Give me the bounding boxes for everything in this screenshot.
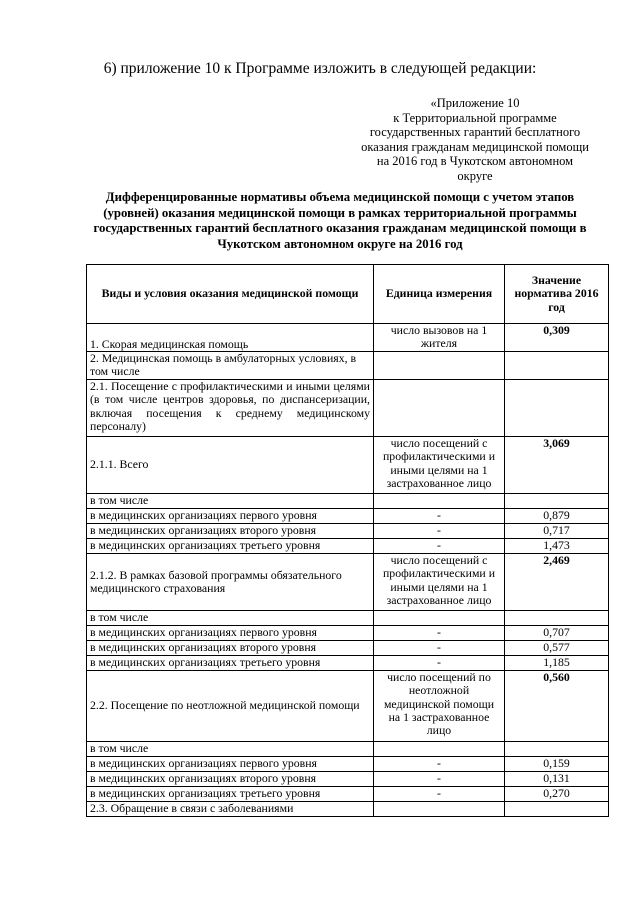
- row-unit: -: [374, 656, 505, 671]
- row-name: в том числе: [87, 742, 374, 757]
- row-name: в медицинских организациях второго уровня: [87, 524, 374, 539]
- table-header-row: [87, 265, 609, 324]
- row-name: 2.2. Посещение по неотложной медицинской помощи: [87, 671, 374, 742]
- row-value: 0,560: [505, 671, 609, 742]
- header-name: Виды и условия оказания медицинской помощи: [87, 265, 374, 324]
- row-unit: [374, 380, 505, 437]
- row-unit: -: [374, 626, 505, 641]
- row-value: [505, 352, 609, 380]
- row-unit: число посещений по неотложной медицинской помощи на 1 застрахованное лицо: [374, 671, 505, 742]
- row-name: 2.1.2. В рамках базовой программы обязательного медицинского страхования: [87, 554, 374, 611]
- row-name: 2. Медицинская помощь в амбулаторных условиях, в том числе: [87, 352, 374, 380]
- row-value: [505, 802, 609, 817]
- row-unit: [374, 742, 505, 757]
- appendix-line: на 2016 год в Чукотском автономном: [376, 154, 574, 168]
- norms-table: [86, 264, 609, 817]
- table-row: [87, 757, 609, 772]
- table-row: [87, 352, 609, 380]
- row-unit: -: [374, 641, 505, 656]
- row-name: 2.1. Посещение с профилактическими и иными целями (в том числе центров здоровья, по диспансеризации, включая посещения к среднему медицинскому персоналу): [87, 380, 374, 437]
- table-row: [87, 524, 609, 539]
- row-name: 2.1.1. Всего: [87, 437, 374, 494]
- table-row: [87, 742, 609, 757]
- row-name: в медицинских организациях первого уровня: [87, 757, 374, 772]
- row-value: 0,879: [505, 509, 609, 524]
- row-name: 1. Скорая медицинская помощь: [87, 324, 374, 352]
- row-value: [505, 611, 609, 626]
- row-value: 3,069: [505, 437, 609, 494]
- row-name: в медицинских организациях третьего уровня: [87, 539, 374, 554]
- table-row: [87, 324, 609, 352]
- table-row: [87, 554, 609, 611]
- table-row: [87, 772, 609, 787]
- table-row: [87, 802, 609, 817]
- row-value: 0,270: [505, 787, 609, 802]
- row-unit: -: [374, 539, 505, 554]
- appendix-line: оказания гражданам медицинской помощи: [361, 139, 589, 154]
- row-value: 1,473: [505, 539, 609, 554]
- row-value: 0,309: [505, 324, 609, 352]
- appendix-line: к Территориальной программе: [393, 110, 557, 125]
- row-name: в медицинских организациях третьего уровня: [87, 656, 374, 671]
- document-title: Дифференцированные нормативы объема медицинской помощи с учетом этапов (уровней) оказания медицинской помощи в рамках территориальной программы государственных гарантий бесплатного оказания гражданам медицинской помощи в Чукотском автономном округе на 2016 год: [93, 190, 587, 251]
- table-row: [87, 787, 609, 802]
- appendix-line: «Приложение 10: [430, 96, 520, 110]
- row-unit: -: [374, 757, 505, 772]
- row-name: в медицинских организациях второго уровня: [87, 641, 374, 656]
- table-row: [87, 611, 609, 626]
- row-value: [505, 380, 609, 437]
- table-row: [87, 494, 609, 509]
- row-unit: -: [374, 772, 505, 787]
- header-unit: Единица измерения: [374, 265, 505, 324]
- row-name: в том числе: [87, 611, 374, 626]
- row-unit: -: [374, 524, 505, 539]
- row-value: 2,469: [505, 554, 609, 611]
- row-value: [505, 742, 609, 757]
- row-unit: [374, 611, 505, 626]
- table-row: [87, 509, 609, 524]
- row-name: в медицинских организациях третьего уровня: [87, 787, 374, 802]
- table-row: [87, 539, 609, 554]
- row-name: в медицинских организациях второго уровня: [87, 772, 374, 787]
- table-row: [87, 437, 609, 494]
- intro-line: 6) приложение 10 к Программе изложить в следующей редакции:: [103, 60, 537, 77]
- row-unit: число посещений с профилактическими и иными целями на 1 застрахованное лицо: [374, 554, 505, 611]
- row-unit: число посещений с профилактическими и иными целями на 1 застрахованное лицо: [374, 437, 505, 494]
- row-value: 0,707: [505, 626, 609, 641]
- appendix-line: государственных гарантий бесплатного: [369, 125, 581, 139]
- table-row: [87, 671, 609, 742]
- row-name: в том числе: [87, 494, 374, 509]
- row-name: 2.3. Обращение в связи с заболеваниями: [87, 802, 374, 817]
- appendix-line: округе: [457, 168, 493, 183]
- row-value: 0,159: [505, 757, 609, 772]
- row-value: 0,577: [505, 641, 609, 656]
- table-row: [87, 626, 609, 641]
- header-value: Значение норматива 2016 год: [505, 265, 609, 324]
- row-unit: число вызовов на 1 жителя: [374, 324, 505, 352]
- row-value: [505, 494, 609, 509]
- row-unit: -: [374, 787, 505, 802]
- table-row: [87, 380, 609, 437]
- row-value: 1,185: [505, 656, 609, 671]
- row-value: 0,717: [505, 524, 609, 539]
- row-unit: [374, 352, 505, 380]
- table-row: [87, 656, 609, 671]
- row-unit: [374, 802, 505, 817]
- row-name: в медицинских организациях первого уровня: [87, 509, 374, 524]
- table-row: [87, 641, 609, 656]
- row-name: в медицинских организациях первого уровня: [87, 626, 374, 641]
- row-value: 0,131: [505, 772, 609, 787]
- appendix-reference: [345, 96, 605, 183]
- row-unit: -: [374, 509, 505, 524]
- row-unit: [374, 494, 505, 509]
